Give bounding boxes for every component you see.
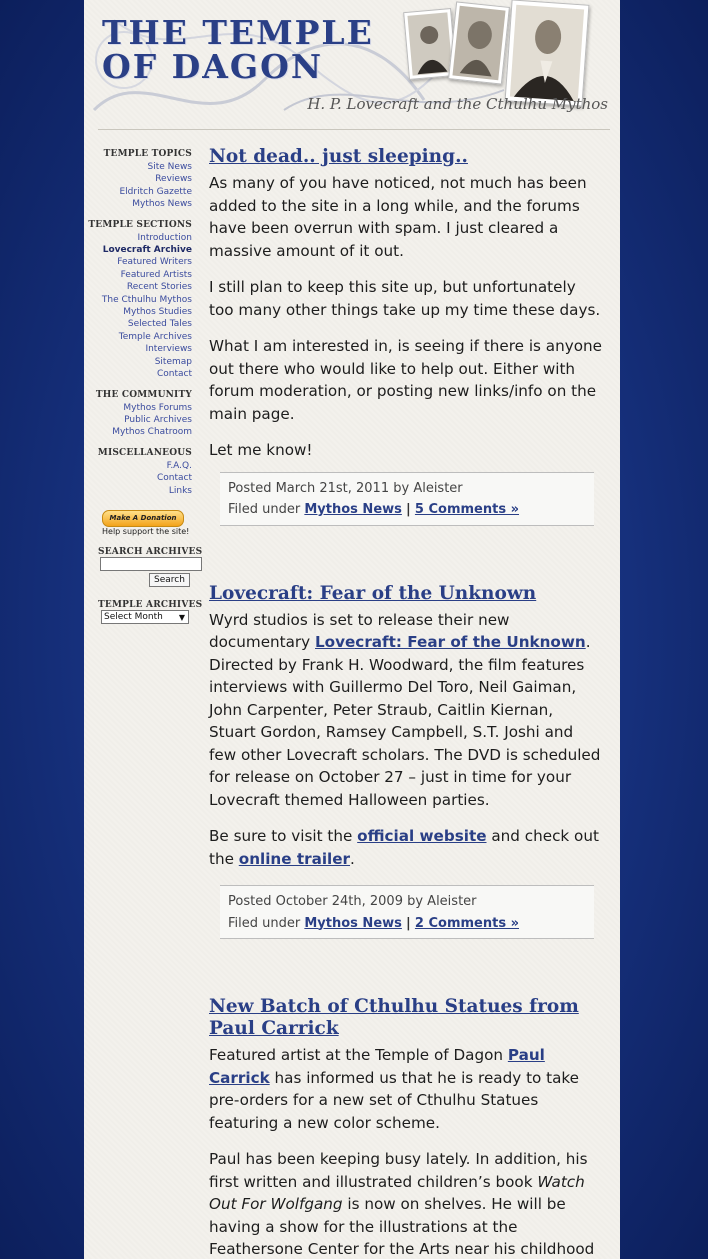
site-header <box>84 0 620 126</box>
temple-archives-heading: TEMPLE ARCHIVES <box>98 600 203 610</box>
donate-button[interactable]: Make A Donation <box>102 510 184 527</box>
post-paragraph <box>209 1148 604 1259</box>
sidebar-link-faq[interactable]: F.A.Q. <box>166 460 192 471</box>
post-title-link[interactable]: Not dead.. just sleeping.. <box>209 146 468 167</box>
logo-line-2[interactable]: OF DAGON <box>102 47 323 86</box>
post-title-link[interactable]: New Batch of Cthulhu Statues from Paul Carrick <box>209 996 579 1039</box>
sidebar-heading: THE COMMUNITY <box>95 389 192 400</box>
filed-under-label: Filed under <box>228 502 301 517</box>
post <box>209 996 604 1259</box>
sidebar-link-links[interactable]: Links <box>168 485 192 496</box>
post-paragraph <box>209 1044 604 1134</box>
lovecraft-portrait-large-photo <box>505 0 590 107</box>
sidebar-link-introduction[interactable]: Introduction <box>137 232 192 243</box>
sidebar-link-reviews[interactable]: Reviews <box>155 174 192 185</box>
post-date-author: Posted March 21st, 2011 by Aleister <box>228 480 463 496</box>
main-content <box>209 146 604 1259</box>
sidebar-misc <box>84 447 192 497</box>
sidebar-topics <box>84 148 192 211</box>
cthulhu-statue-photo <box>448 1 510 84</box>
comments-link[interactable]: 2 Comments » <box>414 915 520 931</box>
post-date-author: Posted October 24th, 2009 by Aleister <box>228 894 477 909</box>
sidebar-link-mythos-studies[interactable]: Mythos Studies <box>123 307 192 318</box>
paul-carrick-link[interactable]: Paul Carrick <box>209 1046 545 1087</box>
text: has informed us that he is ready to take pre-orders for a new set of Cthulhu Statues featuring a new color scheme. <box>209 1068 579 1132</box>
sidebar-heading: MISCELLANEOUS <box>97 447 192 458</box>
text: and check out the <box>209 827 599 868</box>
post-filed <box>228 913 586 935</box>
logo-line-1[interactable]: THE TEMPLE <box>102 13 374 52</box>
text: Be sure to visit the <box>209 827 353 845</box>
sidebar-link-lovecraft-archive[interactable]: Lovecraft Archive <box>102 245 192 256</box>
donate-note: Help support the site! <box>102 527 190 536</box>
sidebar-link-contact[interactable]: Contact <box>156 369 192 380</box>
sidebar-link-temple-archives[interactable]: Temple Archives <box>118 331 192 342</box>
sidebar-link-mythos-forums[interactable]: Mythos Forums <box>123 402 192 413</box>
sidebar-link-contact-misc[interactable]: Contact <box>156 473 192 484</box>
sidebar-link-interviews[interactable]: Interviews <box>145 344 192 355</box>
sidebar-link-sitemap[interactable]: Sitemap <box>154 356 192 367</box>
post-paragraph: Let me know! <box>209 441 313 459</box>
post-paragraph <box>209 609 604 812</box>
post-paragraph <box>209 825 604 870</box>
text: . Directed by Frank H. Woodward, the film features interviews with Guillermo Del Toro, Neil Gaiman, John Carpenter, Peter Straub, Caitlin Kiernan, Stuart Gordon, Ramsey Campbell, S.T. Joshi and few other Lovecraft scholars. The DVD is scheduled for release on October 27 – just in time for your Lovecraft themed Halloween parties. <box>209 633 601 809</box>
post-paragraph: I still plan to keep this site up, but unfortunately too many other things take up my time these days. <box>209 278 601 319</box>
header-divider <box>98 129 610 130</box>
category-link[interactable]: Mythos News <box>304 915 402 931</box>
archive-select-value: Select Month <box>104 612 163 622</box>
sidebar-link-public-archives[interactable]: Public Archives <box>124 414 192 425</box>
book-title: Watch Out For Wolfgang <box>209 1172 585 1213</box>
sidebar-sections <box>84 219 192 381</box>
comments-link[interactable]: 5 Comments » <box>414 502 520 517</box>
text: Featured artist at the Temple of Dagon <box>209 1046 504 1064</box>
sidebar-link-cthulhu-mythos[interactable]: The Cthulhu Mythos <box>101 294 192 305</box>
post-filed <box>228 499 586 521</box>
filed-under-label: Filed under <box>228 915 301 931</box>
chevron-down-icon: ▼ <box>178 613 185 622</box>
sidebar-link-recent-stories[interactable]: Recent Stories <box>126 282 192 293</box>
category-link[interactable]: Mythos News <box>304 502 402 517</box>
online-trailer-link[interactable]: online trailer <box>238 849 351 868</box>
sidebar-link-mythos-chatroom[interactable]: Mythos Chatroom <box>112 427 192 438</box>
site-tagline: H. P. Lovecraft and the Cthulhu Mythos <box>307 95 608 113</box>
sidebar-heading: TEMPLE SECTIONS <box>88 219 192 230</box>
page-container <box>84 0 620 1259</box>
post-paragraph: As many of you have noticed, not much has been added to the site in a long while, and the forums have been overrun with spam. I just cleared a massive amount of it out. <box>209 174 587 260</box>
sidebar-link-selected-tales[interactable]: Selected Tales <box>127 319 192 330</box>
official-website-link[interactable]: official website <box>357 827 487 845</box>
search-button[interactable]: Search <box>149 573 190 587</box>
text: is now on shelves. He will be having a show for the illustrations at the Feathersone Center for the Arts near his childhood <box>209 1195 595 1258</box>
sidebar <box>84 148 192 505</box>
sidebar-link-site-news[interactable]: Site News <box>147 162 192 172</box>
sidebar-heading: TEMPLE TOPICS <box>103 149 192 159</box>
post <box>209 146 604 526</box>
archive-month-select[interactable] <box>101 610 189 624</box>
documentary-link[interactable]: Lovecraft: Fear of the Unknown <box>315 633 586 651</box>
search-input[interactable] <box>100 557 202 571</box>
sidebar-community <box>84 389 192 439</box>
sidebar-link-eldritch-gazette[interactable]: Eldritch Gazette <box>119 186 192 197</box>
post-paragraph: What I am interested in, is seeing if there is anyone out there who would like to help out. Either with forum moderation, or posting new links/info on the main page. <box>209 337 602 423</box>
sidebar-link-mythos-news[interactable]: Mythos News <box>132 199 192 210</box>
text: Paul has been keeping busy lately. In addition, his first written and illustrated children’s book <box>209 1150 588 1191</box>
meta-separator: | <box>406 915 411 931</box>
text: Wyrd studios is set to release their new documentary <box>209 610 510 651</box>
post-meta <box>220 472 594 526</box>
text: . <box>350 849 355 868</box>
post-title-link[interactable]: Lovecraft: Fear of the Unknown <box>209 582 537 604</box>
sidebar-link-featured-writers[interactable]: Featured Writers <box>117 257 192 268</box>
sidebar-link-featured-artists[interactable]: Featured Artists <box>120 269 192 280</box>
post <box>209 583 604 940</box>
meta-separator: | <box>406 502 411 517</box>
post-meta <box>220 885 594 939</box>
search-archives-heading: SEARCH ARCHIVES <box>98 547 203 557</box>
